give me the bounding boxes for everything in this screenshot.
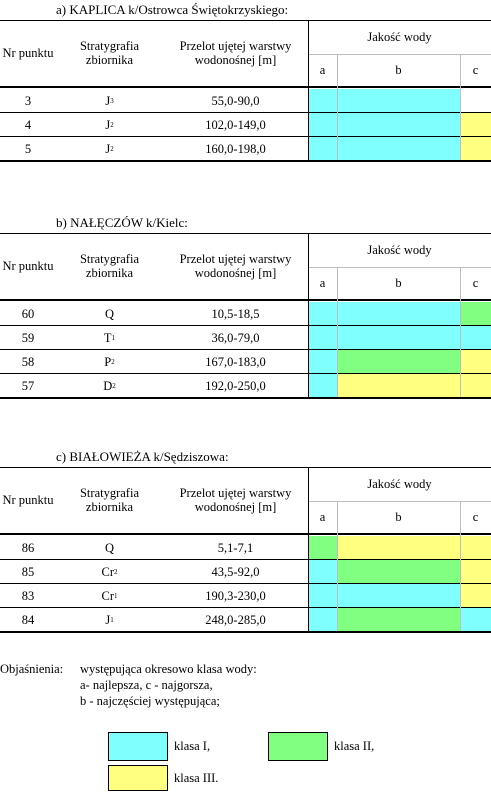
rule — [0, 299, 491, 301]
strat-symbol: J — [105, 612, 111, 627]
cell-stratygrafia — [56, 137, 163, 160]
legend-swatch-klasa-III — [108, 765, 168, 791]
cell-stratygrafia — [56, 89, 163, 112]
quality-cell-b — [338, 113, 460, 136]
table-row — [0, 137, 308, 160]
legend-label-klasa-III: klasa III. — [174, 771, 219, 785]
cell-nr: 59 — [21, 330, 35, 345]
strat-subscript: 1 — [110, 615, 114, 624]
quality-cell-c — [461, 560, 491, 583]
rule — [0, 533, 491, 535]
quality-cell-c — [461, 608, 491, 631]
strat-subscript: 2 — [110, 144, 114, 153]
header-col-b: b — [395, 276, 402, 290]
table-row — [0, 608, 308, 631]
strat-symbol: Cr — [101, 564, 114, 579]
cell-przelot: 102,0-149,0 — [205, 117, 266, 132]
cell-nr: 4 — [24, 117, 32, 132]
quality-cell-b — [338, 350, 460, 373]
header-col-b: b — [395, 510, 402, 524]
table-row — [0, 302, 308, 325]
cell-nr: 84 — [21, 612, 35, 627]
quality-cell-a — [309, 350, 337, 373]
cell-nr: 60 — [21, 306, 35, 321]
cell-przelot: 55,0-90,0 — [211, 93, 260, 108]
cell-stratygrafia — [56, 113, 163, 136]
table-row — [0, 326, 308, 349]
header-przelot: Przelot ujętej warstwy wodonośnej [m] — [179, 39, 292, 67]
header-stratygrafia: Stratygrafia zbiornika — [79, 486, 139, 514]
strat-symbol: Cr — [101, 588, 114, 603]
cell-stratygrafia — [56, 608, 163, 631]
cell-nr: 57 — [21, 378, 35, 393]
quality-cell-c — [461, 326, 491, 349]
cell-stratygrafia — [56, 350, 163, 373]
header-nr-punktu: Nr punktu — [2, 46, 54, 60]
rule — [0, 397, 491, 399]
rule — [0, 160, 491, 162]
quality-table — [0, 20, 491, 162]
quality-cell-c — [461, 302, 491, 325]
strat-subscript: 3 — [110, 96, 114, 105]
quality-cell-b — [338, 89, 460, 112]
table-row — [0, 584, 308, 607]
cell-nr: 58 — [21, 354, 35, 369]
cell-nr: 85 — [21, 564, 35, 579]
legend-label-klasa-I: klasa I, — [174, 739, 211, 753]
quality-cell-c — [461, 584, 491, 607]
cell-przelot: 10,5-18,5 — [211, 306, 260, 321]
cell-stratygrafia — [56, 560, 163, 583]
quality-cell-a — [309, 113, 337, 136]
table-row — [0, 536, 308, 559]
quality-cell-a — [309, 374, 337, 397]
quality-cell-a — [309, 89, 337, 112]
strat-subscript: 1 — [111, 333, 116, 342]
section-title: a) KAPLICA k/Ostrowca Świętokrzyskiego: — [56, 2, 289, 17]
cell-stratygrafia — [56, 536, 163, 559]
cell-stratygrafia — [56, 374, 163, 397]
strat-symbol: J — [105, 117, 111, 132]
header-nr-punktu: Nr punktu — [2, 259, 54, 273]
header-przelot: Przelot ujętej warstwy wodonośnej [m] — [179, 252, 292, 280]
cell-nr: 5 — [24, 141, 32, 156]
cell-nr: 3 — [24, 93, 32, 108]
notes-line-1: występująca okresowo klasa wody: — [80, 662, 257, 676]
strat-subscript: 2 — [114, 567, 118, 576]
strat-subscript: 2 — [111, 357, 115, 366]
table-row — [0, 89, 308, 112]
cell-stratygrafia — [56, 302, 163, 325]
strat-symbol: T — [103, 330, 112, 345]
header-stratygrafia: Stratygrafia zbiornika — [79, 39, 139, 67]
cell-przelot: 192,0-250,0 — [205, 378, 266, 393]
header-col-b: b — [395, 63, 402, 77]
quality-cell-b — [338, 536, 460, 559]
table-row — [0, 560, 308, 583]
rule — [0, 631, 491, 633]
cell-przelot: 160,0-198,0 — [205, 141, 266, 156]
quality-cell-a — [309, 536, 337, 559]
strat-symbol: P — [104, 354, 112, 369]
strat-symbol: J — [105, 93, 111, 108]
quality-cell-a — [309, 302, 337, 325]
quality-cell-b — [338, 608, 460, 631]
cell-stratygrafia — [56, 584, 163, 607]
cell-przelot: 5,1-7,1 — [217, 540, 254, 555]
quality-table — [0, 467, 491, 633]
quality-cell-a — [309, 584, 337, 607]
cell-nr: 83 — [21, 588, 35, 603]
notes-line-2: a- najlepsza, c - najgorsza, — [80, 678, 213, 692]
cell-przelot: 36,0-79,0 — [211, 330, 260, 345]
quality-cell-a — [309, 326, 337, 349]
table-row — [0, 374, 308, 397]
legend-swatch-klasa-I — [108, 732, 168, 761]
quality-cell-c — [461, 536, 491, 559]
notes-label: Objaśnienia: — [0, 662, 64, 676]
quality-cell-b — [338, 326, 460, 349]
header-stratygrafia: Stratygrafia zbiornika — [79, 252, 139, 280]
quality-cell-c — [461, 350, 491, 373]
quality-cell-c — [461, 137, 491, 160]
quality-cell-b — [338, 584, 460, 607]
header-jakosc-wody: Jakość wody — [367, 30, 432, 44]
cell-przelot: 190,3-230,0 — [205, 588, 266, 603]
section-title: c) BIAŁOWIEŻA k/Sędziszowa: — [56, 449, 229, 464]
cell-stratygrafia — [56, 326, 163, 349]
strat-symbol: D — [103, 378, 113, 393]
header-col-a: a — [319, 276, 326, 290]
cell-przelot: 43,5-92,0 — [211, 564, 260, 579]
cell-przelot: 167,0-183,0 — [205, 354, 266, 369]
quality-table — [0, 233, 491, 399]
quality-cell-a — [309, 608, 337, 631]
legend-label-klasa-II: klasa II, — [334, 739, 375, 753]
strat-symbol: J — [105, 141, 111, 156]
header-col-c: c — [472, 63, 479, 77]
header-col-c: c — [472, 510, 479, 524]
quality-cell-c — [461, 374, 491, 397]
notes-line-3: b - najczęściej występująca; — [80, 694, 220, 708]
header-col-a: a — [319, 63, 326, 77]
header-col-a: a — [319, 510, 326, 524]
quality-cell-b — [338, 374, 460, 397]
header-nr-punktu: Nr punktu — [2, 493, 54, 507]
rule — [0, 86, 491, 88]
header-jakosc-wody: Jakość wody — [367, 243, 432, 257]
table-row — [0, 350, 308, 373]
quality-cell-b — [338, 560, 460, 583]
quality-cell-c — [461, 113, 491, 136]
strat-symbol: Q — [104, 306, 115, 321]
section-title: b) NAŁĘCZÓW k/Kielc: — [56, 215, 188, 230]
strat-subscript: 1 — [114, 591, 118, 600]
header-przelot: Przelot ujętej warstwy wodonośnej [m] — [179, 486, 292, 514]
table-row — [0, 113, 308, 136]
strat-symbol: Q — [104, 540, 115, 555]
quality-cell-a — [309, 560, 337, 583]
header-jakosc-wody: Jakość wody — [367, 477, 432, 491]
cell-przelot: 248,0-285,0 — [205, 612, 266, 627]
cell-nr: 86 — [21, 540, 35, 555]
quality-cell-a — [309, 137, 337, 160]
header-col-c: c — [472, 276, 479, 290]
strat-subscript: 2 — [112, 381, 116, 390]
strat-subscript: 2 — [110, 120, 114, 129]
quality-cell-b — [338, 302, 460, 325]
legend-swatch-klasa-II — [268, 732, 328, 761]
quality-cell-b — [338, 137, 460, 160]
